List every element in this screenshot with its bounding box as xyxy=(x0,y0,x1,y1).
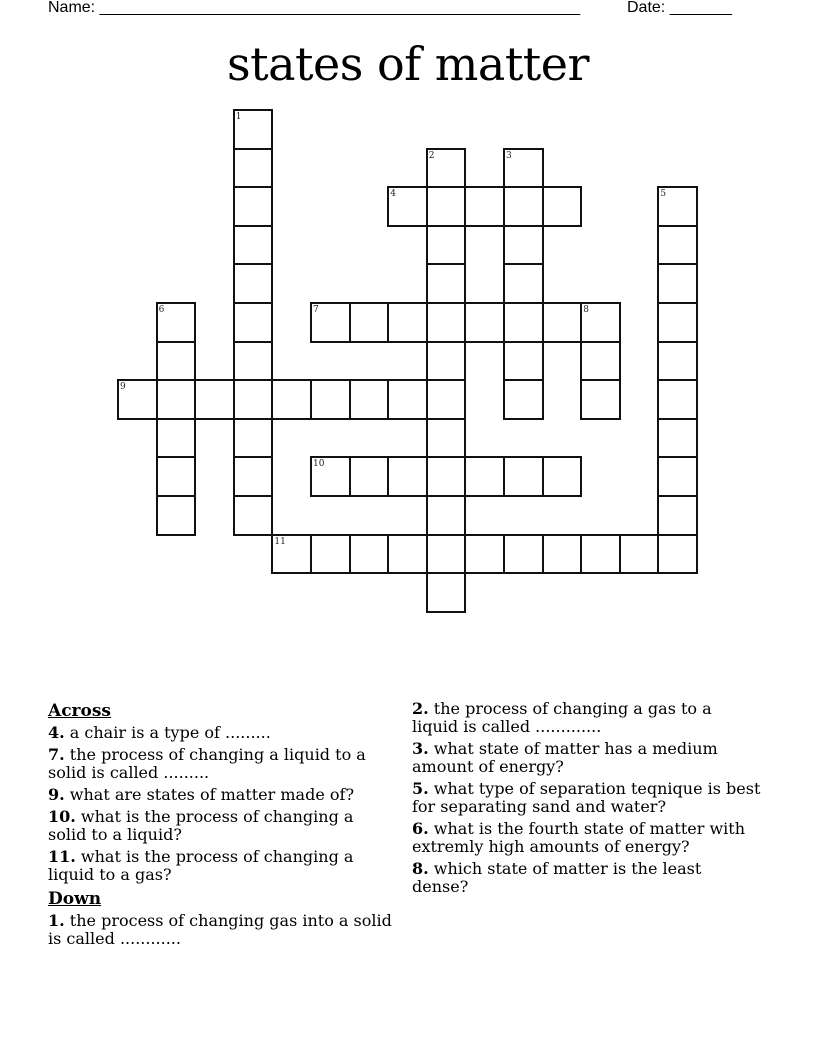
crossword-cell[interactable] xyxy=(310,379,351,420)
crossword-cell[interactable] xyxy=(580,302,621,343)
crossword-cell[interactable] xyxy=(426,302,467,343)
crossword-cell[interactable] xyxy=(271,379,312,420)
clue-across-11 xyxy=(48,848,393,884)
crossword-cell[interactable] xyxy=(233,418,274,459)
crossword-cell[interactable] xyxy=(156,379,197,420)
crossword-cell[interactable] xyxy=(233,495,274,536)
crossword-cell[interactable] xyxy=(349,456,390,497)
crossword-cell[interactable] xyxy=(233,225,274,266)
crossword-cell[interactable] xyxy=(542,534,583,575)
crossword-cell[interactable] xyxy=(233,302,274,343)
crossword-cell[interactable] xyxy=(657,302,698,343)
clue-down-2 xyxy=(412,700,762,736)
clue-number: 5. xyxy=(412,779,429,798)
crossword-cell[interactable] xyxy=(464,534,505,575)
clues-right-column xyxy=(412,700,762,900)
crossword-cell[interactable] xyxy=(503,302,544,343)
crossword-cell[interactable] xyxy=(426,379,467,420)
crossword-cell[interactable] xyxy=(426,456,467,497)
clue-down-1 xyxy=(48,912,393,948)
crossword-cell[interactable] xyxy=(310,534,351,575)
crossword-cell[interactable] xyxy=(233,109,274,150)
cell-number: 11 xyxy=(274,536,286,547)
crossword-cell[interactable] xyxy=(503,263,544,304)
clue-number: 9. xyxy=(48,785,65,804)
clue-text: a chair is a type of ......... xyxy=(64,723,271,742)
clue-text: which state of matter is the least dense? xyxy=(412,859,702,896)
crossword-cell[interactable] xyxy=(426,341,467,382)
crossword-cell[interactable] xyxy=(657,379,698,420)
crossword-cell[interactable] xyxy=(503,456,544,497)
crossword-cell[interactable] xyxy=(426,534,467,575)
crossword-cell[interactable] xyxy=(426,186,467,227)
crossword-cell[interactable] xyxy=(657,418,698,459)
clue-across-7 xyxy=(48,746,393,782)
crossword-cell[interactable] xyxy=(619,534,660,575)
crossword-cell[interactable] xyxy=(657,456,698,497)
crossword-cell[interactable] xyxy=(657,495,698,536)
crossword-cell[interactable] xyxy=(426,225,467,266)
crossword-cell[interactable] xyxy=(426,495,467,536)
crossword-cell[interactable] xyxy=(194,379,235,420)
crossword-cell[interactable] xyxy=(387,456,428,497)
crossword-cell[interactable] xyxy=(349,302,390,343)
down-heading: Down xyxy=(48,889,102,909)
crossword-cell[interactable] xyxy=(310,302,351,343)
cell-number: 6 xyxy=(158,305,165,315)
crossword-cell[interactable] xyxy=(426,148,467,189)
cell-number: 1 xyxy=(235,112,242,122)
crossword-cell[interactable] xyxy=(156,456,197,497)
crossword-cell[interactable] xyxy=(387,379,428,420)
crossword-cell[interactable] xyxy=(657,341,698,382)
crossword-cell[interactable] xyxy=(233,263,274,304)
clue-number: 6. xyxy=(412,819,429,838)
crossword-cell[interactable] xyxy=(156,341,197,382)
clue-text: the process of changing gas into a solid is called ............ xyxy=(48,911,392,948)
cell-number: 5 xyxy=(660,189,667,200)
cell-number: 10 xyxy=(313,459,325,470)
crossword-cell[interactable] xyxy=(657,534,698,575)
crossword-cell[interactable] xyxy=(271,534,312,575)
crossword-cell[interactable] xyxy=(233,456,274,497)
cell-number: 7 xyxy=(313,305,319,315)
clue-across-9 xyxy=(48,786,393,804)
crossword-cell[interactable] xyxy=(657,263,698,304)
clue-text: the process of changing a liquid to a solid is called ......... xyxy=(48,745,366,782)
clue-text: what are states of matter made of? xyxy=(64,785,355,804)
clue-down-3 xyxy=(412,740,762,776)
crossword-cell[interactable] xyxy=(503,225,544,266)
page-title: states of matter xyxy=(226,37,590,91)
cell-number: 8 xyxy=(583,305,589,315)
clue-number: 8. xyxy=(412,859,429,878)
crossword-cell[interactable] xyxy=(503,186,544,227)
clue-number: 1. xyxy=(48,911,65,930)
crossword-cell[interactable] xyxy=(503,379,544,420)
crossword-cell[interactable] xyxy=(233,341,274,382)
crossword-cell[interactable] xyxy=(349,379,390,420)
crossword-cell[interactable] xyxy=(387,186,428,227)
crossword-cell[interactable] xyxy=(233,379,274,420)
clue-number: 10. xyxy=(48,807,76,826)
name-field[interactable]: Name: ______________________________________________________ xyxy=(48,0,581,16)
clue-down-6 xyxy=(412,820,762,856)
crossword-cell[interactable] xyxy=(580,379,621,420)
crossword-cell[interactable] xyxy=(156,418,197,459)
crossword-cell[interactable] xyxy=(426,418,467,459)
clue-text: what is the fourth state of matter with extremly high amounts of energy? xyxy=(412,819,745,856)
clue-text: the process of changing a gas to a liquid is called ............. xyxy=(412,699,712,736)
crossword-cell[interactable] xyxy=(542,456,583,497)
crossword-cell[interactable] xyxy=(464,186,505,227)
clue-text: what state of matter has a medium amount of energy? xyxy=(412,739,718,776)
crossword-cell[interactable] xyxy=(542,302,583,343)
crossword-cell[interactable] xyxy=(657,225,698,266)
cell-number: 2 xyxy=(428,150,435,161)
crossword-cell[interactable] xyxy=(542,186,583,227)
crossword-cell[interactable] xyxy=(233,186,274,227)
cell-number: 9 xyxy=(120,382,126,393)
crossword-cell[interactable] xyxy=(464,456,505,497)
clue-down-5 xyxy=(412,780,762,816)
cell-number: 4 xyxy=(390,189,396,200)
clue-number: 4. xyxy=(48,723,65,742)
crossword-cell[interactable] xyxy=(580,341,621,382)
clue-down-8 xyxy=(412,860,762,896)
clue-text: what is the process of changing a solid to a liquid? xyxy=(48,807,354,844)
across-heading: Across xyxy=(48,701,111,721)
crossword-cell[interactable] xyxy=(387,302,428,343)
crossword-cell[interactable] xyxy=(464,302,505,343)
clue-across-4 xyxy=(48,724,393,742)
clue-number: 2. xyxy=(412,699,429,718)
crossword-cell[interactable] xyxy=(580,534,621,575)
clue-text: what type of separation teqnique is best for separating sand and water? xyxy=(412,779,761,816)
crossword-cell[interactable] xyxy=(426,572,467,613)
clue-number: 11. xyxy=(48,847,76,866)
crossword-cell[interactable] xyxy=(657,186,698,227)
clue-text: what is the process of changing a liquid to a gas? xyxy=(48,847,354,884)
crossword-cell[interactable] xyxy=(310,456,351,497)
crossword-cell[interactable] xyxy=(387,534,428,575)
crossword-cell[interactable] xyxy=(233,148,274,189)
crossword-cell[interactable] xyxy=(503,534,544,575)
clue-number: 7. xyxy=(48,745,65,764)
crossword-cell[interactable] xyxy=(426,263,467,304)
crossword-cell[interactable] xyxy=(156,302,197,343)
crossword-cell[interactable] xyxy=(349,534,390,575)
crossword-cell[interactable] xyxy=(503,148,544,189)
clue-number: 3. xyxy=(412,739,429,758)
date-field[interactable]: Date: _______ xyxy=(627,0,732,16)
crossword-cell[interactable] xyxy=(156,495,197,536)
clues-left-column xyxy=(48,700,393,952)
clue-across-10 xyxy=(48,808,393,844)
crossword-cell[interactable] xyxy=(117,379,158,420)
crossword-cell[interactable] xyxy=(503,341,544,382)
cell-number: 3 xyxy=(506,150,512,161)
